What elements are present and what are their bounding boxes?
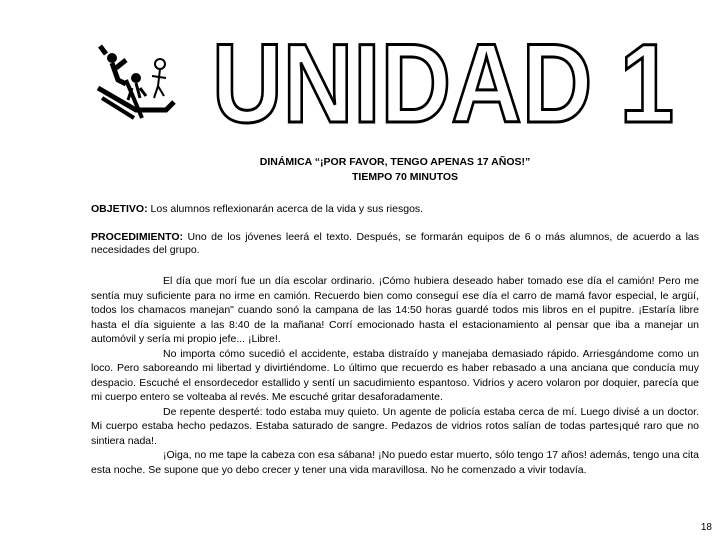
objective-text: Los alumnos reflexionarán acerca de la vida y sus riesgos.	[147, 203, 424, 215]
dynamic-title: DINÁMICA “¡POR FAVOR, TENGO APENAS 17 AÑOS!”	[259, 156, 531, 168]
story-paragraph: ¡Oiga, no me tape la cabeza con esa sábana! ¡No puedo estar muerto, sólo tengo 17 años! además, tengo una cita esta noche. Se supone que yo debo crecer y tener una vida maravillosa. No he comenzado a vivir todavía.	[91, 449, 699, 476]
objective-label: OBJETIVO:	[91, 203, 148, 215]
story-paragraph: De repente desperté: todo estaba muy quieto. Un agente de policía estaba cerca de mí. Luego divisé a un doctor. Mi cuerpo estaba hecho pedazos. Estaba saturado de sangre. Pedazos de vidrios rotos salían de todas partes¡qué raro que no sintiera nada!.	[91, 405, 699, 447]
objective	[91, 203, 699, 216]
story-paragraph: No importa cómo sucedió el accidente, estaba distraído y manejaba demasiado rápido. Arriesgándome como un loco. Pero saboreando mi libertad y divirtiéndome. Lo último que recuerdo es haber rebasado a una anciana que conducía muy despacio. Escuché el ensordecedor estallido y sentí un sacudimiento espantoso. Vidrios y acero volaron por doquier, parecía que mi cuerpo entero se volteaba al revés. Me escuché gritar desaforadamente.	[91, 347, 699, 403]
dynamic-heading	[80, 155, 720, 185]
people-on-slide-icon	[96, 40, 180, 120]
svg-text:UNIDAD 1: UNIDAD 1	[212, 21, 674, 146]
procedure	[91, 231, 699, 257]
procedure-text: Uno de los jóvenes leerá el texto. Después, se formarán equipos de 6 o más alumnos, de acuerdo a las necesidades del grupo.	[91, 231, 699, 256]
page-number: 18	[700, 522, 712, 533]
story-text	[91, 274, 699, 477]
unit-title	[210, 4, 680, 154]
story-paragraph: El día que morí fue un día escolar ordinario. ¡Cómo hubiera deseado haber tomado ese día el camión! Pero me sentía muy suficiente para no irme en camión. Recuerdo bien como conseguí ese día el carro de mamá favor especial, le argüí, todos los chamacos manejan" cuando sonó la campana de las 14:50 horas guardé todos mis libros en el pupitre. ¡Estaría libre hasta el día siguiente a las 8:40 de la mañana! Corrí emocionado hasta el estacionamiento al pensar que iba a manejar un automóvil y sería mi propio jefe... ¡Libre!.	[91, 275, 699, 345]
procedure-label: PROCEDIMIENTO:	[91, 231, 183, 243]
dynamic-time: TIEMPO 70 MINUTOS	[352, 171, 458, 183]
